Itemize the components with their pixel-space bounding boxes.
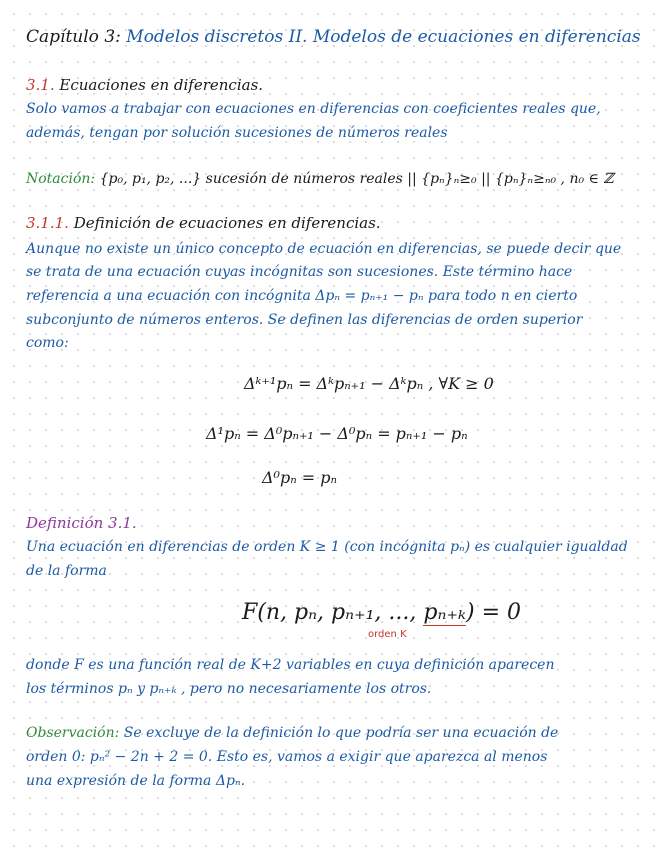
section-title: Definición de ecuaciones en diferencias.	[73, 214, 381, 232]
chapter-title	[26, 28, 642, 46]
observation-line	[26, 724, 642, 742]
equation-general-form	[242, 600, 521, 625]
paragraph-line: subconjunto de números enteros. Se definen las diferencias de orden superior	[26, 312, 583, 328]
equation-zero-difference: Δ⁰pₙ = pₙ	[262, 468, 337, 487]
notation-label: Notación:	[26, 171, 96, 187]
section-heading-3-1	[26, 76, 642, 94]
notation-text: {p₀, p₁, p₂, ...} sucesión de números reales || {pₙ}ₙ≥₀ || {pₙ}ₙ≥ₙ₀ , n₀ ∈ ℤ	[99, 171, 614, 187]
section-title: Ecuaciones en diferencias.	[59, 76, 264, 94]
equation-right: ) = 0	[466, 600, 522, 625]
definition-label: Definición 3.1.	[26, 514, 137, 532]
section-number: 3.1.	[26, 76, 55, 94]
paragraph-line: referencia a una ecuación con incógnita Δpₙ = pₙ₊₁ − pₙ para todo n en cierto	[26, 288, 578, 304]
chapter-name: Modelos discretos II. Modelos de ecuaciones en diferencias	[126, 27, 641, 47]
observation-text: Se excluye de la definición lo que podría ser una ecuación de	[123, 725, 559, 741]
paragraph-line: de la forma	[26, 563, 107, 579]
paragraph-line: Una ecuación en diferencias de orden K ≥ 1 (con incógnita pₙ) es cualquier igualdad	[26, 539, 628, 555]
equation-left: F(n, pₙ, pₙ₊₁, ...,	[242, 600, 424, 625]
notation-line	[26, 170, 642, 188]
paragraph-line: Aunque no existe un único concepto de ecuación en diferencias, se puede decir que	[26, 241, 622, 257]
paragraph-line: además, tengan por solución sucesiones de números reales	[26, 125, 448, 141]
equation-higher-difference: Δᵏ⁺¹pₙ = Δᵏpₙ₊₁ − Δᵏpₙ , ∀K ≥ 0	[244, 374, 494, 393]
paragraph-line: los términos pₙ y pₙ₊ₖ , pero no necesariamente los otros.	[26, 681, 432, 697]
paragraph-line: orden 0: pₙ² − 2n + 2 = 0. Esto es, vamos a exigir que aparezca al menos	[26, 749, 548, 765]
section-heading-3-1-1	[26, 214, 642, 232]
observation-label: Observación:	[26, 725, 120, 741]
paragraph-line: una expresión de la forma Δpₙ.	[26, 773, 246, 789]
paragraph-line: se trata de una ecuación cuyas incógnitas son sucesiones. Este término hace	[26, 264, 573, 280]
equation-first-difference: Δ¹pₙ = Δ⁰pₙ₊₁ − Δ⁰pₙ = pₙ₊₁ − pₙ	[206, 424, 468, 443]
order-annotation: orden K	[368, 629, 407, 640]
paragraph-line: Solo vamos a trabajar con ecuaciones en diferencias con coeficientes reales que,	[26, 101, 601, 117]
section-number: 3.1.1.	[26, 214, 69, 232]
paragraph-line: donde F es una función real de K+2 variables en cuya definición aparecen	[26, 657, 555, 673]
paragraph-line: como:	[26, 335, 69, 351]
chapter-number: Capítulo 3:	[26, 27, 121, 47]
equation-underlined-term: pₙ₊ₖ	[423, 600, 467, 625]
